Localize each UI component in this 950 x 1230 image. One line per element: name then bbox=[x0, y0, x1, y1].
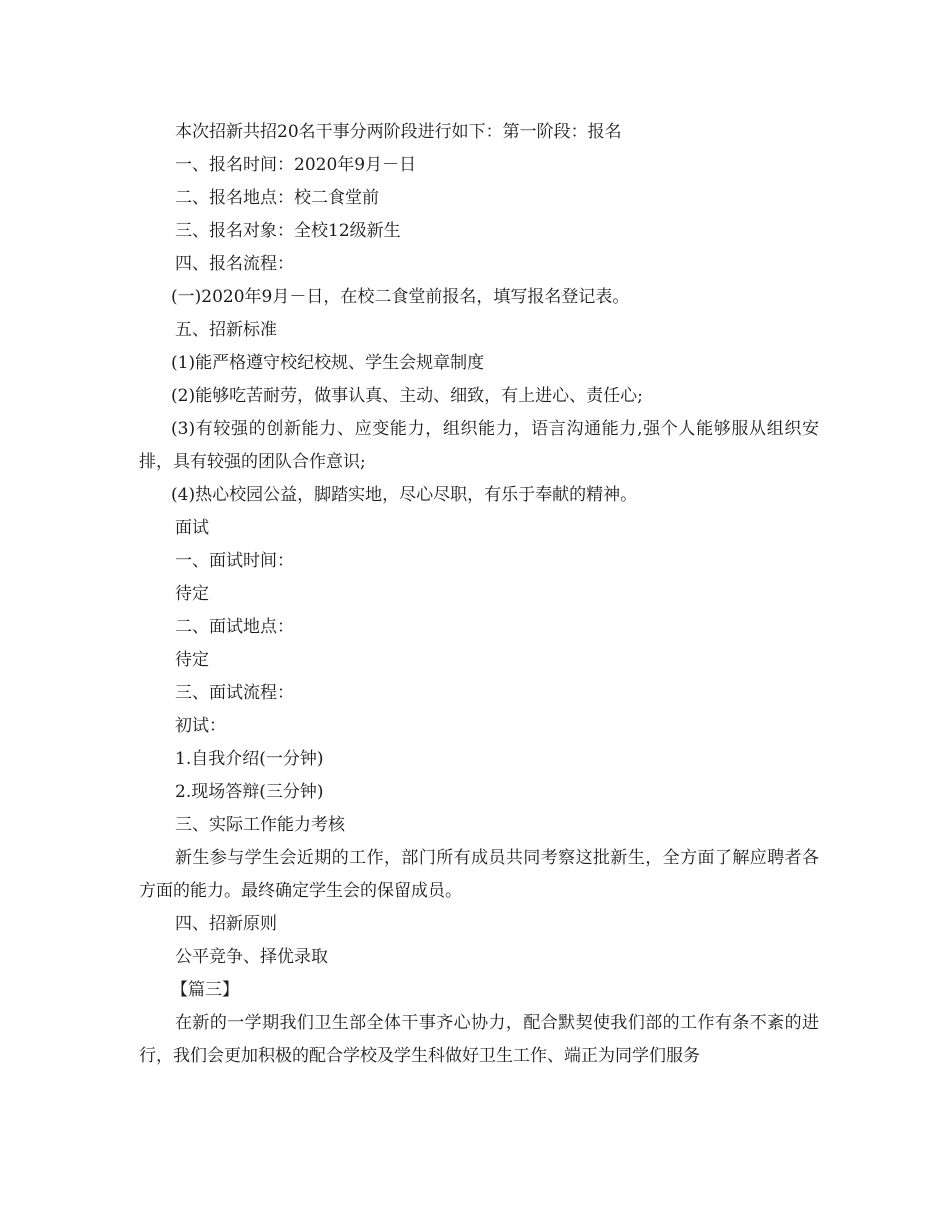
paragraph-qa: 2.现场答辩(三分钟) bbox=[175, 782, 324, 802]
section-heading-part-three: 【篇三】 bbox=[171, 980, 239, 1000]
paragraph-signup-process: (一)2020年9月－日，在校二食堂前报名，填写报名登记表。 bbox=[171, 287, 630, 307]
paragraph-interview-time-heading: 一、面试时间： bbox=[175, 551, 294, 571]
paragraph-interview-location: 待定 bbox=[175, 650, 209, 670]
paragraph-principle: 公平竞争、择优录取 bbox=[175, 947, 328, 967]
paragraph-principle-heading: 四、招新原则 bbox=[175, 914, 277, 934]
paragraph-work-assessment: 新生参与学生会近期的工作，部门所有成员共同考察这批新生，全方面了解应聘者各方面的能力。最终确定学生会的保留成员。 bbox=[139, 848, 819, 901]
paragraph-interview-time: 待定 bbox=[175, 584, 209, 604]
paragraph-standard-4: (4)热心校园公益，脚踏实地，尽心尽职，有乐于奉献的精神。 bbox=[171, 485, 638, 505]
paragraph-part-three: 在新的一学期我们卫生部全体干事齐心协力，配合默契使我们部的工作有条不紊的进行，我们会更加积极的配合学校及学生科做好卫生工作、端正为同学们服务 bbox=[139, 1013, 819, 1066]
paragraph-first-round: 初试： bbox=[175, 716, 226, 736]
document-body bbox=[139, 116, 819, 1073]
paragraph-interview-location-heading: 二、面试地点： bbox=[175, 617, 294, 637]
paragraph-signup-process-heading: 四、报名流程： bbox=[175, 254, 294, 274]
paragraph-signup-target: 三、报名对象：全校12级新生 bbox=[175, 221, 401, 241]
paragraph-interview-heading: 面试 bbox=[175, 518, 209, 538]
paragraph-standard-2: (2)能够吃苦耐劳，做事认真、主动、细致，有上进心、责任心; bbox=[171, 386, 643, 406]
paragraph-standard-1: (1)能严格遵守校纪校规、学生会规章制度 bbox=[171, 353, 485, 373]
paragraph-signup-time: 一、报名时间：2020年9月－日 bbox=[175, 155, 417, 175]
paragraph-standards-heading: 五、招新标准 bbox=[175, 320, 277, 340]
paragraph-self-intro: 1.自我介绍(一分钟) bbox=[175, 749, 324, 769]
paragraph-interview-process-heading: 三、面试流程： bbox=[175, 683, 294, 703]
paragraph-intro: 本次招新共招20名干事分两阶段进行如下：第一阶段：报名 bbox=[175, 122, 622, 142]
paragraph-standard-3: (3)有较强的创新能力、应变能力，组织能力，语言沟通能力,强个人能够服从组织安排，具有较强的团队合作意识; bbox=[139, 419, 819, 472]
paragraph-signup-location: 二、报名地点：校二食堂前 bbox=[175, 188, 379, 208]
paragraph-work-assessment-heading: 三、实际工作能力考核 bbox=[175, 815, 345, 835]
